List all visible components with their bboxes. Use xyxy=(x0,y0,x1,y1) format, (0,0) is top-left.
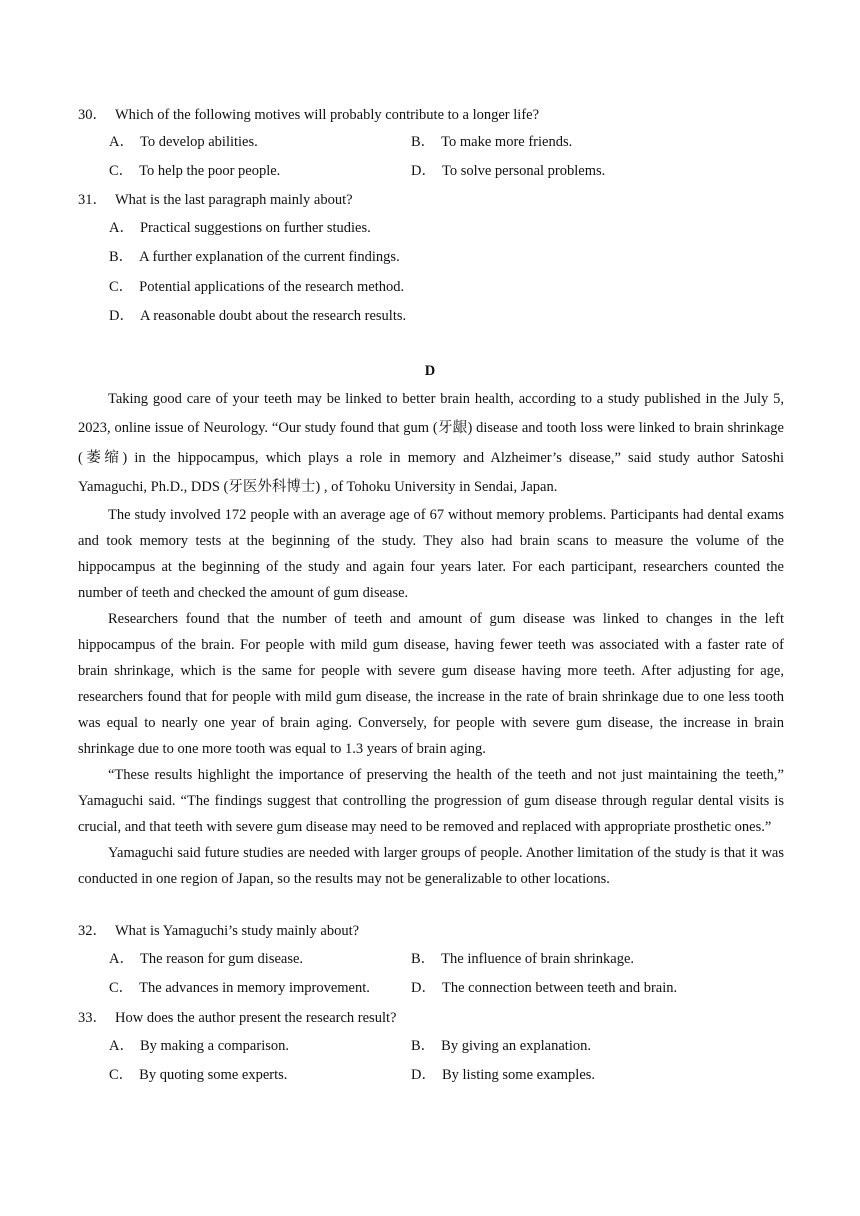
option-letter: D． xyxy=(109,308,134,324)
option-text: To help the poor people. xyxy=(139,163,281,179)
section-title: D xyxy=(424,363,436,379)
option-letter: B． xyxy=(411,1038,436,1054)
question-33-stem xyxy=(78,1009,396,1027)
option-letter: D． xyxy=(411,1067,436,1083)
passage-paragraph-1: Taking good care of your teeth may be linked to better brain health, according to a study published in the July 5, 2023, online issue of Neurology. “Our study found that gum (牙龈) disease and tooth loss were linked to brain shrinkage (萎缩) in the hippocampus, which plays a role in memory and Alzheimer’s disease,” said study author Satoshi Yamaguchi, Ph.D., DDS (牙医外科博士) , of Tohoku University in Sendai, Japan. xyxy=(78,391,784,495)
option-text: By making a comparison. xyxy=(139,1038,289,1054)
option-text: To solve personal problems. xyxy=(441,163,606,179)
option-letter: B． xyxy=(411,134,436,150)
option-text: To make more friends. xyxy=(441,134,573,150)
option-letter: C． xyxy=(109,980,134,996)
passage-paragraph-2: The study involved 172 people with an average age of 67 without memory problems. Participants had dental exams and took memory tests at the beginning of the study. They also had brain scans to measure the volume of the hippocampus at the beginning of the study and again four years later. For each participant, researchers counted the number of teeth and checked the amount of gum disease. xyxy=(78,507,784,602)
question-32-stem xyxy=(78,922,359,940)
question-number: 33． xyxy=(78,1010,107,1026)
reading-passage xyxy=(78,385,784,892)
question-number: 31． xyxy=(78,192,107,208)
passage-paragraph-3: Researchers found that the number of teeth and amount of gum disease was linked to changes in the left hippocampus of the brain. For people with mild gum disease, having fewer teeth was associated with a faster rate of brain shrinkage, which is the same for people with severe gum disease having more teeth. After adjusting for age, researchers found that for people with mild gum disease, the increase in the rate of brain shrinkage due to one less tooth was equal to nearly one year of brain aging. Conversely, for people with severe gum disease, the increase in brain shrinkage due to one more tooth was equal to 1.3 years of brain aging. xyxy=(78,611,784,758)
option-letter: A． xyxy=(109,951,134,967)
option-c xyxy=(109,1066,287,1084)
question-text: How does the author present the research result? xyxy=(115,1010,397,1026)
option-b xyxy=(411,950,634,968)
option-letter: C． xyxy=(109,1067,134,1083)
option-text: Practical suggestions on further studies. xyxy=(139,220,371,236)
option-letter: A． xyxy=(109,220,134,236)
option-text: The reason for gum disease. xyxy=(139,951,304,967)
option-c xyxy=(109,162,280,180)
option-text: By listing some examples. xyxy=(441,1067,596,1083)
option-d xyxy=(109,307,406,325)
option-a xyxy=(109,1037,289,1055)
option-letter: A． xyxy=(109,1038,134,1054)
option-text: The connection between teeth and brain. xyxy=(441,980,678,996)
option-letter: A． xyxy=(109,134,134,150)
option-text: A reasonable doubt about the research results. xyxy=(139,308,407,324)
question-30-stem xyxy=(78,106,539,124)
option-letter: B． xyxy=(411,951,436,967)
passage-paragraph-5: Yamaguchi said future studies are needed with larger groups of people. Another limitation of the study is that it was conducted in one region of Japan, so the results may not be generalizable to other locations. xyxy=(78,845,784,888)
option-letter: C． xyxy=(109,163,134,179)
option-a xyxy=(109,219,371,237)
option-text: By quoting some experts. xyxy=(139,1067,288,1083)
option-b xyxy=(109,248,400,266)
option-b xyxy=(411,1037,591,1055)
option-a xyxy=(109,950,303,968)
option-b xyxy=(411,133,572,151)
option-letter: D． xyxy=(411,980,436,996)
passage-paragraph-4: “These results highlight the importance of preserving the health of the teeth and not just maintaining the teeth,” Yamaguchi said. “The findings suggest that controlling the progression of gum disease through regular dental visits is crucial, and that teeth with severe gum disease may need to be removed and replaced with appropriate prosthetic ones.” xyxy=(78,767,784,836)
option-d xyxy=(411,1066,595,1084)
option-d xyxy=(411,162,605,180)
option-c xyxy=(109,979,370,997)
option-text: To develop abilities. xyxy=(139,134,258,150)
question-number: 32． xyxy=(78,923,107,939)
option-text: The advances in memory improvement. xyxy=(139,980,370,996)
option-text: A further explanation of the current findings. xyxy=(139,249,400,265)
question-text: What is the last paragraph mainly about? xyxy=(115,192,353,208)
question-text: Which of the following motives will probably contribute to a longer life? xyxy=(115,107,540,123)
option-c xyxy=(109,278,404,296)
option-letter: C． xyxy=(109,279,134,295)
option-letter: D． xyxy=(411,163,436,179)
option-letter: B． xyxy=(109,249,134,265)
option-d xyxy=(411,979,677,997)
option-a xyxy=(109,133,258,151)
question-text: What is Yamaguchi’s study mainly about? xyxy=(115,923,360,939)
option-text: Potential applications of the research method. xyxy=(139,279,405,295)
option-text: By giving an explanation. xyxy=(441,1038,591,1054)
question-number: 30． xyxy=(78,107,107,123)
option-text: The influence of brain shrinkage. xyxy=(441,951,635,967)
question-31-stem xyxy=(78,191,353,209)
